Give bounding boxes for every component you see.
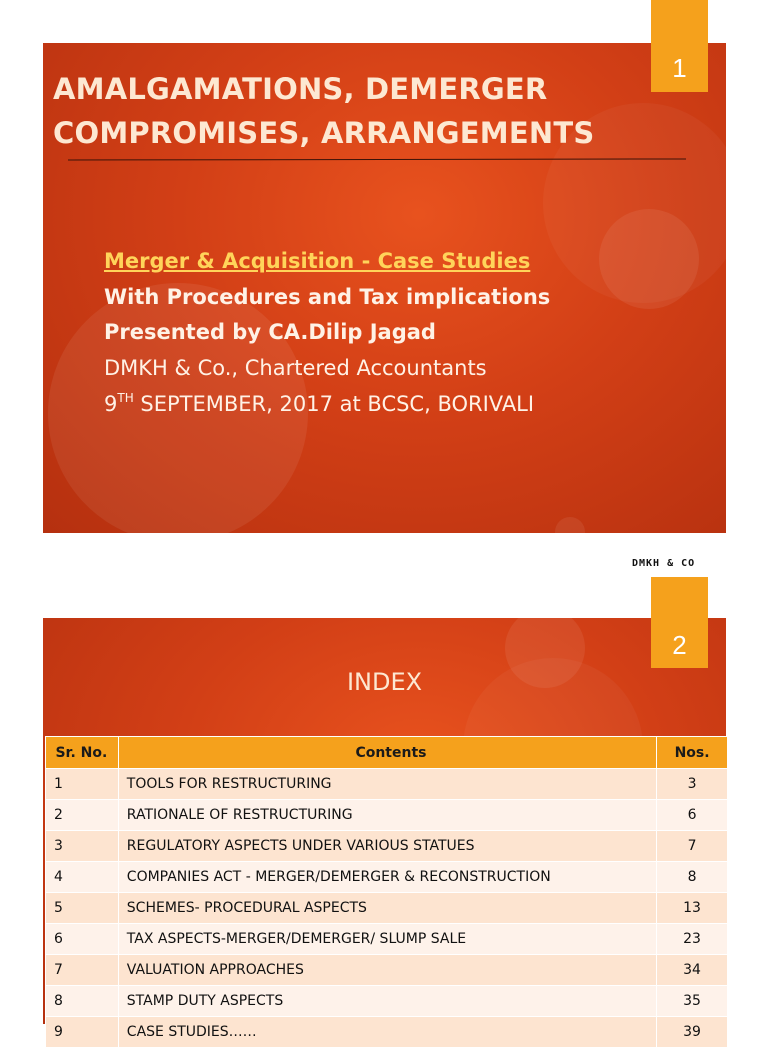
cell-content: STAMP DUTY ASPECTS <box>118 986 656 1017</box>
cell-content: COMPANIES ACT - MERGER/DEMERGER & RECONSTRUCTION <box>118 862 656 893</box>
cell-sr: 9 <box>46 1017 119 1048</box>
cell-sr: 4 <box>46 862 119 893</box>
subtitle-procedures: With Procedures and Tax implications <box>104 285 551 309</box>
cell-nos: 23 <box>657 924 728 955</box>
title-line-1: AMALGAMATIONS, DEMERGER <box>53 72 548 106</box>
cell-sr: 8 <box>46 986 119 1017</box>
slide-title <box>53 67 693 155</box>
cell-sr: 5 <box>46 893 119 924</box>
table-row <box>46 893 728 924</box>
cell-content: TOOLS FOR RESTRUCTURING <box>118 769 656 800</box>
cell-nos: 13 <box>657 893 728 924</box>
cell-nos: 6 <box>657 800 728 831</box>
cell-content: RATIONALE OF RESTRUCTURING <box>118 800 656 831</box>
table-row <box>46 986 728 1017</box>
table-header-row <box>46 737 728 769</box>
cell-nos: 35 <box>657 986 728 1017</box>
cell-nos: 8 <box>657 862 728 893</box>
table-row <box>46 862 728 893</box>
table-row <box>46 924 728 955</box>
table-row <box>46 769 728 800</box>
cell-nos: 7 <box>657 831 728 862</box>
index-table <box>45 736 728 1048</box>
table-row <box>46 1017 728 1048</box>
cell-sr: 6 <box>46 924 119 955</box>
date-suffix: TH <box>117 391 134 405</box>
table-row <box>46 955 728 986</box>
cell-content: TAX ASPECTS-MERGER/DEMERGER/ SLUMP SALE <box>118 924 656 955</box>
cell-sr: 1 <box>46 769 119 800</box>
table-row <box>46 800 728 831</box>
cell-sr: 3 <box>46 831 119 862</box>
decorative-circle <box>555 517 585 533</box>
cell-sr: 2 <box>46 800 119 831</box>
table-row <box>46 831 728 862</box>
slide-number-badge: 2 <box>651 577 708 668</box>
cell-content: VALUATION APPROACHES <box>118 955 656 986</box>
subtitle-link[interactable]: Merger & Acquisition - Case Studies <box>104 249 531 273</box>
firm-name: DMKH & Co., Chartered Accountants <box>104 356 487 380</box>
cell-sr: 7 <box>46 955 119 986</box>
header-contents: Contents <box>118 737 656 769</box>
cell-content: CASE STUDIES…… <box>118 1017 656 1048</box>
title-line-2: COMPROMISES, ARRANGEMENTS <box>53 116 595 150</box>
cell-nos: 34 <box>657 955 728 986</box>
presenter-name: Presented by CA.Dilip Jagad <box>104 320 436 344</box>
cell-nos: 3 <box>657 769 728 800</box>
event-date-venue <box>104 391 534 416</box>
cell-nos: 39 <box>657 1017 728 1048</box>
cell-content: REGULATORY ASPECTS UNDER VARIOUS STATUES <box>118 831 656 862</box>
slide-number-badge: 1 <box>651 0 708 92</box>
dmkh-logo: DMKH & CO <box>632 558 696 569</box>
title-slide <box>43 43 726 533</box>
cell-content: SCHEMES- PROCEDURAL ASPECTS <box>118 893 656 924</box>
header-nos: Nos. <box>657 737 728 769</box>
date-venue-text: SEPTEMBER, 2017 at BCSC, BORIVALI <box>133 392 535 416</box>
index-title: INDEX <box>346 668 423 696</box>
date-day: 9 <box>104 392 118 416</box>
header-sr-no: Sr. No. <box>46 737 119 769</box>
